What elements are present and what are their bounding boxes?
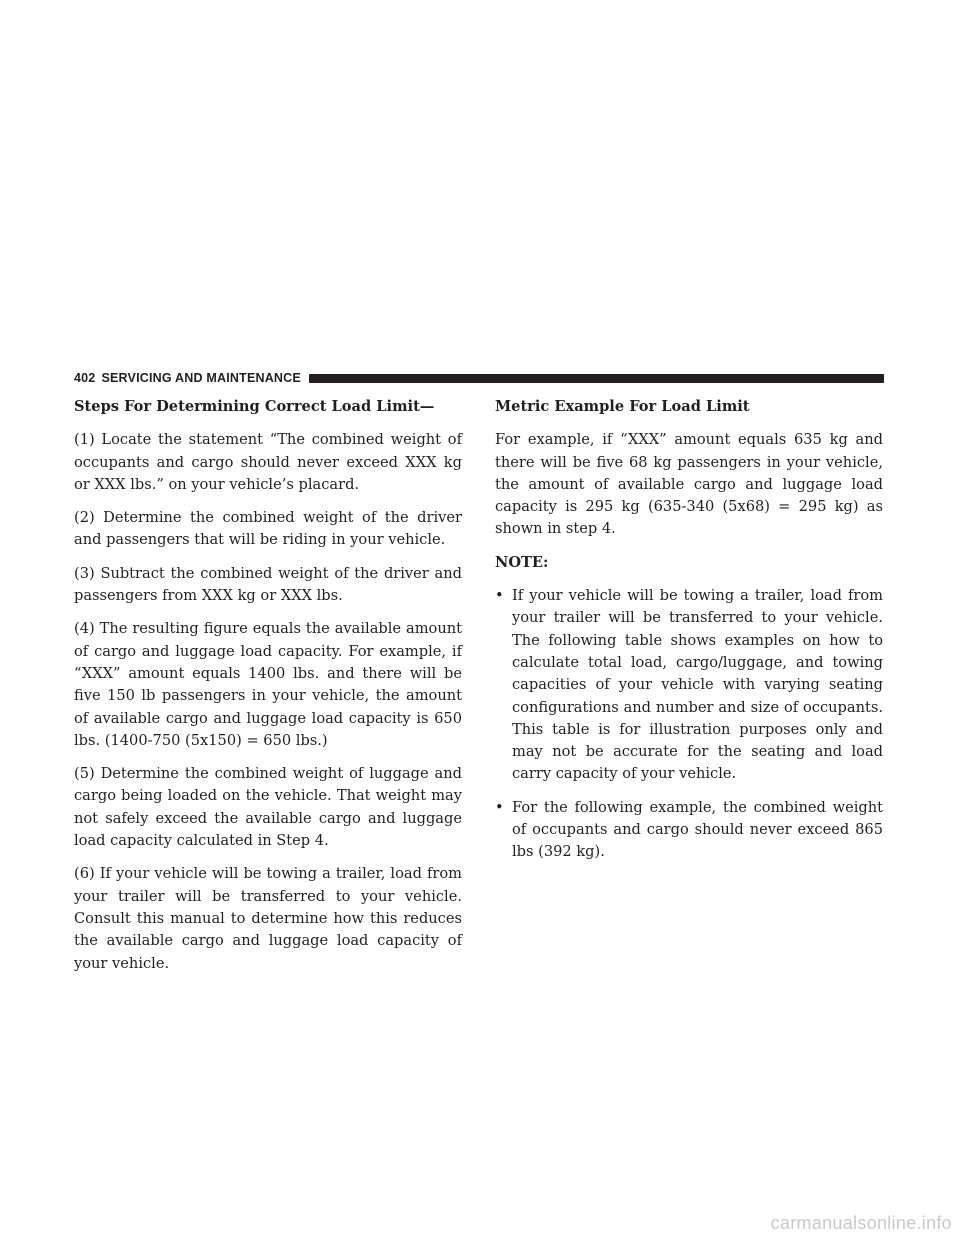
watermark-text: carmanualsonline.info: [770, 1213, 952, 1233]
page-number: 402: [74, 371, 96, 385]
section-title: SERVICING AND MAINTENANCE: [101, 371, 301, 385]
right-column: [495, 396, 883, 875]
note-bullet-list: [495, 585, 883, 864]
load-limit-steps-heading: Steps For Determining Correct Load Limit—: [74, 398, 435, 415]
step-2-paragraph: (2) Determine the combined weight of the driver and passengers that will be riding in your vehicle.: [74, 509, 462, 549]
step-3-paragraph: (3) Subtract the combined weight of the driver and passengers from XXX kg or XXX lbs.: [74, 564, 462, 605]
step-1-paragraph: (1) Locate the statement “The combined weight of occupants and cargo should never exceed XXX kg or XXX lbs.” on your vehicle’s placard.: [74, 431, 462, 493]
note-label: NOTE:: [495, 553, 549, 571]
metric-example-paragraph: For example, if “XXX” amount equals 635 kg and there will be five 68 kg passengers in your vehicle, the amount of available cargo and luggage load capacity is 295 kg (635-340 (5x68) = 295 kg) as shown in step 4.: [495, 431, 883, 538]
step-4-paragraph: (4) The resulting figure equals the available amount of cargo and luggage load capacity. For example, if “XXX” amount equals 1400 lbs. and there will be five 150 lb passengers in your vehicle, the amount of available cargo and luggage load capacity is 650 lbs. (1400-750 (5x150) = 650 lbs.): [74, 620, 462, 749]
note-bullet-text: For the following example, the combined weight of occupants and cargo should never exceed 865 lbs (392 kg).: [512, 798, 883, 861]
left-column: [74, 396, 462, 986]
page-header: [74, 370, 884, 386]
bullet-icon: •: [495, 798, 504, 816]
note-bullet-item: [495, 797, 883, 864]
bullet-icon: •: [495, 587, 504, 605]
note-bullet-text: If your vehicle will be towing a trailer, load from your trailer will be transferred to your vehicle. The following table shows examples on how to calculate total load, cargo/luggage, and towing capacities of your vehicle with varying seating configurations and number and size of occupants. This table is for illustration purposes only and may not be accurate for the seating and load carry capacity of your vehicle.: [512, 587, 883, 783]
header-rule: [309, 374, 884, 383]
metric-example-heading: Metric Example For Load Limit: [495, 398, 750, 415]
step-5-paragraph: (5) Determine the combined weight of luggage and cargo being loaded on the vehicle. That weight may not safely exceed the available cargo and luggage load capacity calculated in Step 4.: [74, 765, 462, 850]
note-bullet-item: [495, 585, 883, 786]
step-6-paragraph: (6) If your vehicle will be towing a trailer, load from your trailer will be transferred to your vehicle. Consult this manual to determine how this reduces the available cargo and luggage load capacity of your vehicle.: [74, 865, 462, 972]
